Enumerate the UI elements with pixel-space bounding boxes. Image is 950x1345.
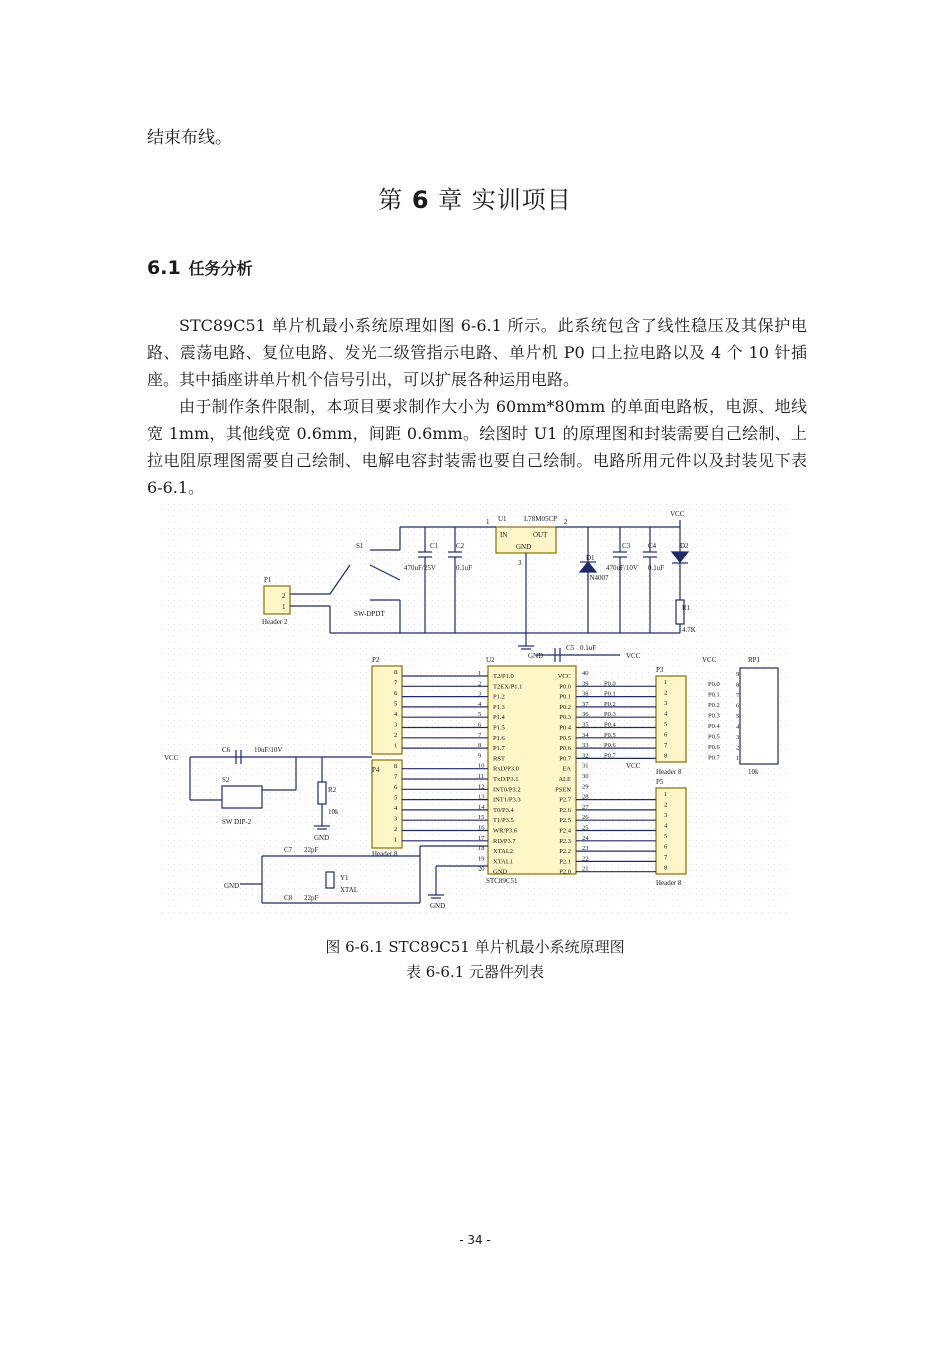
figure-caption: 图 6-6.1 STC89C51 单片机最小系统原理图 bbox=[325, 938, 625, 956]
u2-pin-name: P2.1 bbox=[559, 858, 571, 866]
gnd-reset: GND bbox=[314, 834, 330, 842]
p4-pin-number: 3 bbox=[394, 815, 398, 823]
schematic-diagram bbox=[160, 500, 790, 918]
p5-body bbox=[656, 788, 686, 874]
u2-pin-name: P1.4 bbox=[493, 714, 505, 722]
u2-pin-number: 13 bbox=[478, 793, 485, 801]
vcc-c5: VCC bbox=[626, 652, 641, 660]
u2-pin-number: 22 bbox=[582, 855, 589, 863]
chapter-title bbox=[0, 180, 950, 215]
p3-body bbox=[656, 676, 686, 762]
u2-pin-number: 24 bbox=[582, 834, 589, 842]
u2-pin-name: P1.6 bbox=[493, 734, 505, 742]
u2-pin-name: INT1/P3.3 bbox=[493, 796, 521, 804]
u2-pin-number: 7 bbox=[478, 731, 482, 739]
rp1-pin-number: 7 bbox=[736, 692, 740, 699]
u2-pin-number: 33 bbox=[582, 742, 589, 750]
u2-pin-number: 27 bbox=[582, 803, 589, 811]
section-number: 6.1 bbox=[147, 257, 181, 279]
u2-pin-name: T0/P3.4 bbox=[493, 806, 514, 814]
page-number: - 34 - bbox=[459, 1233, 491, 1247]
u2-pin-number: 8 bbox=[478, 742, 482, 750]
c1-value: 470uF/25V bbox=[404, 564, 436, 572]
p3-pin-number: 4 bbox=[664, 710, 668, 718]
d2-label: D2 bbox=[680, 542, 689, 550]
intro-line: 结束布线。 bbox=[147, 128, 232, 148]
p5-pin-number: 6 bbox=[664, 843, 668, 851]
p2-body bbox=[372, 666, 402, 754]
c7-value: 22pF bbox=[304, 846, 319, 854]
p3-pin-number: 2 bbox=[664, 689, 668, 697]
u2-pin-name: XTAL2 bbox=[493, 848, 514, 856]
p4-value: Header 8 bbox=[372, 850, 398, 858]
s1-label: S1 bbox=[356, 542, 364, 550]
y1-value: XTAL bbox=[340, 886, 359, 894]
p5-pin-number: 2 bbox=[664, 801, 668, 809]
u2-pin-name: P2.4 bbox=[559, 827, 571, 835]
p5-pin-number: 4 bbox=[664, 822, 668, 830]
u2-pin-number: 36 bbox=[582, 711, 589, 719]
p4-pin-number: 7 bbox=[394, 773, 398, 781]
table-caption: 表 6-6.1 元器件列表 bbox=[405, 963, 544, 981]
u1-in: IN bbox=[500, 531, 508, 539]
p0-net-label: P0.2 bbox=[604, 700, 616, 708]
u2-pin-number: 39 bbox=[582, 680, 589, 688]
p4-label: P4 bbox=[372, 766, 380, 774]
p1-pin2: 2 bbox=[282, 592, 286, 600]
u2-pin-number: 30 bbox=[582, 773, 589, 780]
chapter-prefix: 第 bbox=[378, 186, 404, 214]
p5-pin-number: 7 bbox=[664, 854, 668, 861]
r2-label: R2 bbox=[328, 786, 337, 794]
p5-value: Header 8 bbox=[656, 879, 682, 887]
u2-part: STC89C51 bbox=[486, 877, 518, 885]
c8-value: 22pF bbox=[304, 894, 319, 902]
rp1-pin-number: 2 bbox=[736, 744, 740, 752]
p2-pin-number: 4 bbox=[394, 711, 398, 718]
c5-value: 0.1uF bbox=[580, 644, 597, 652]
u2-pin-name: P2.5 bbox=[559, 817, 571, 825]
u2-pin-name: P2.6 bbox=[559, 806, 571, 814]
rp1-pin-number: 4 bbox=[736, 723, 740, 731]
p0-net-label: P0.4 bbox=[604, 721, 616, 729]
p2-pin-number: 5 bbox=[394, 700, 398, 708]
p0-net-label: P0.1 bbox=[604, 690, 616, 698]
u2-pin-number: 14 bbox=[478, 803, 485, 811]
u2-pin-number: 6 bbox=[478, 721, 482, 729]
p0-net-label: P0.6 bbox=[604, 742, 616, 750]
r2-body bbox=[318, 782, 326, 804]
p5-pin-number: 8 bbox=[664, 864, 668, 872]
y1-label: Y1 bbox=[340, 874, 349, 882]
u2-pin-number: 12 bbox=[478, 783, 485, 791]
u2-pin-name: P0.4 bbox=[559, 724, 571, 732]
p0-net-label: P0.3 bbox=[604, 711, 616, 719]
p2-pin-number: 8 bbox=[394, 669, 398, 676]
u2-pin-name: ALE bbox=[558, 776, 571, 783]
u2-pin-number: 5 bbox=[478, 711, 482, 719]
u2-pin-number: 19 bbox=[478, 855, 485, 863]
rp1-value: 10k bbox=[748, 768, 759, 776]
c2-label: C2 bbox=[456, 542, 465, 550]
c3-value: 470uF/10V bbox=[606, 564, 638, 572]
rp1-net-label: P0.3 bbox=[708, 712, 720, 720]
p4-pin-number: 6 bbox=[394, 784, 398, 791]
rp1-pin-number: 6 bbox=[736, 702, 740, 710]
u2-pin-name: WR/P3.6 bbox=[493, 827, 518, 835]
u2-pin-name: RxD/P3.0 bbox=[493, 765, 519, 773]
rp1-net-label: P0.1 bbox=[708, 691, 720, 699]
u2-pin-name: P0.0 bbox=[559, 683, 571, 691]
u2-pin-name: GND bbox=[493, 868, 508, 876]
p3-pin-number: 3 bbox=[664, 700, 668, 707]
u2-pin-name: P1.3 bbox=[493, 703, 505, 711]
rp1-pin-number: 5 bbox=[736, 713, 740, 720]
u2-pin-number: 29 bbox=[582, 783, 589, 791]
gnd-xtal: GND bbox=[224, 882, 240, 890]
vcc-rp1: VCC bbox=[702, 656, 717, 664]
u2-label: U2 bbox=[486, 656, 495, 664]
body-text bbox=[147, 312, 807, 501]
u1-pin2: 2 bbox=[564, 518, 568, 526]
r1-value: 4.7K bbox=[682, 626, 696, 634]
u2-pin-name: VCC bbox=[557, 673, 571, 680]
gnd-u2-pin20: GND bbox=[430, 902, 446, 910]
u2-pin-number: 9 bbox=[478, 752, 482, 760]
u2-pin-number: 40 bbox=[582, 670, 589, 677]
p2-label: P2 bbox=[372, 656, 380, 664]
p2-pin-number: 7 bbox=[394, 679, 398, 687]
d1-value: 1N4007 bbox=[586, 574, 609, 582]
u2-pin-name: INT0/P3.2 bbox=[493, 786, 521, 794]
vcc-ea: VCC bbox=[626, 762, 641, 770]
u2-pin-name: XTAL1 bbox=[493, 858, 514, 866]
p0-net-label: P0.0 bbox=[604, 680, 616, 688]
u2-pin-number: 34 bbox=[582, 731, 589, 739]
p2-pin-number: 2 bbox=[394, 732, 398, 739]
p2-pin-number: 6 bbox=[394, 690, 398, 697]
u1-pin3: 3 bbox=[518, 559, 522, 567]
p5-pin-number: 5 bbox=[664, 833, 668, 840]
s2-label: S2 bbox=[222, 776, 230, 784]
rp1-net-label: P0.2 bbox=[708, 702, 720, 709]
u2-pin-number: 32 bbox=[582, 752, 589, 760]
gnd-u2: GND bbox=[528, 652, 544, 660]
section-heading bbox=[147, 256, 253, 279]
p5-label: P5 bbox=[656, 778, 664, 786]
rp1-net-label: P0.4 bbox=[708, 723, 720, 730]
u2-pin-number: 16 bbox=[478, 824, 485, 832]
p1-body bbox=[264, 586, 290, 614]
u2-pin-name: P1.5 bbox=[493, 724, 505, 732]
u2-pin-name: P0.5 bbox=[559, 734, 571, 742]
u2-pin-name: P0.6 bbox=[559, 745, 571, 753]
p4-pin-number: 5 bbox=[394, 794, 398, 802]
s1-value: SW-DPDT bbox=[354, 610, 385, 618]
u2-pin-number: 2 bbox=[478, 680, 482, 688]
p5-pin-number: 3 bbox=[664, 812, 668, 819]
p4-pin-number: 4 bbox=[394, 805, 398, 812]
u2-pin-name: P0.1 bbox=[559, 693, 571, 701]
u2-pin-name: P1.2 bbox=[493, 693, 505, 701]
p2-pin-number: 1 bbox=[394, 742, 398, 750]
p4-pin-number: 8 bbox=[394, 763, 398, 770]
rp1-pin-number: 9 bbox=[736, 671, 740, 678]
rp1-net-label: P0.5 bbox=[708, 733, 720, 741]
c1-label: C1 bbox=[430, 542, 439, 550]
u2-pin-number: 38 bbox=[582, 690, 589, 698]
u2-pin-name: T1/P3.5 bbox=[493, 817, 514, 825]
u2-pin-name: P1.7 bbox=[493, 745, 505, 753]
p3-pin-number: 5 bbox=[664, 721, 668, 728]
u2-pin-number: 18 bbox=[478, 845, 485, 853]
p1-pin1: 1 bbox=[282, 603, 286, 611]
u2-pin-name: P0.3 bbox=[559, 714, 571, 722]
c7-label: C7 bbox=[284, 846, 293, 854]
paragraph: STC89C51 单片机最小系统原理如图 6-6.1 所示。此系统包含了线性稳压及其保护电路、震荡电路、复位电路、发光二级管指示电路、单片机 P0 口上拉电路以及 4 个 10 针插座。其中插座讲单片机个信号引出，可以扩展各种运用电路。 bbox=[147, 316, 807, 389]
u1-label: U1 bbox=[498, 515, 507, 523]
u2-pin-number: 23 bbox=[582, 845, 589, 853]
c6-label: C6 bbox=[222, 746, 231, 754]
u2-pin-name: P2.7 bbox=[559, 796, 571, 804]
p0-net-label: P0.7 bbox=[604, 752, 616, 760]
u2-pin-name: TxD/P3.1 bbox=[493, 776, 519, 783]
u2-pin-name: P0.2 bbox=[559, 703, 571, 711]
u2-pin-name: PSEN bbox=[555, 786, 571, 794]
rp1-net-label: P0.6 bbox=[708, 744, 720, 751]
p4-pin-number: 2 bbox=[394, 826, 398, 833]
vcc-top: VCC bbox=[670, 510, 685, 518]
p3-pin-number: 7 bbox=[664, 742, 668, 749]
chapter-number: 6 bbox=[411, 186, 430, 214]
r2-value: 10k bbox=[328, 808, 339, 816]
u2-pin-number: 37 bbox=[582, 700, 589, 708]
u2-pin-name: P0.7 bbox=[559, 755, 571, 763]
u2-pin-number: 21 bbox=[582, 865, 589, 873]
u2-pin-name: T2EX/P1.1 bbox=[493, 683, 523, 691]
r1-label: R1 bbox=[682, 604, 691, 612]
u1-part: L78M05CP bbox=[524, 515, 558, 523]
u2-pin-number: 15 bbox=[478, 814, 485, 822]
chapter-suffix: 章 实训项目 bbox=[438, 186, 572, 214]
c2-value: 0.1uF bbox=[456, 564, 473, 572]
u2-pin-name: T2/P1.0 bbox=[493, 673, 514, 680]
p3-value: Header 8 bbox=[656, 768, 682, 776]
u2-pin-number: 10 bbox=[478, 762, 485, 770]
rp1-body bbox=[740, 668, 778, 764]
u2-pin-name: P2.3 bbox=[559, 837, 571, 845]
u2-pin-name: P2.2 bbox=[559, 848, 571, 856]
rp1-label: RP1 bbox=[748, 656, 761, 664]
u2-pin-name: EA bbox=[562, 765, 571, 773]
p3-pin-number: 8 bbox=[664, 752, 668, 760]
p4-pin-number: 1 bbox=[394, 836, 398, 844]
p3-label: P3 bbox=[656, 666, 664, 674]
u2-pin-number: 25 bbox=[582, 824, 589, 832]
u2-pin-number: 1 bbox=[478, 670, 482, 677]
d1-label: D1 bbox=[586, 554, 595, 562]
c6-value: 10uF/10V bbox=[254, 746, 283, 754]
p5-pin-number: 1 bbox=[664, 791, 668, 798]
u1-pin1: 1 bbox=[486, 518, 490, 526]
vcc-reset: VCC bbox=[164, 754, 179, 762]
p0-net-label: P0.5 bbox=[604, 731, 616, 739]
c4-label: C4 bbox=[648, 542, 657, 550]
rp1-pin-number: 3 bbox=[736, 734, 740, 741]
p1-value: Header 2 bbox=[262, 618, 288, 626]
u2-pin-number: 28 bbox=[582, 793, 589, 801]
u2-pin-number: 31 bbox=[582, 762, 589, 770]
p3-pin-number: 6 bbox=[664, 731, 668, 739]
c5-label: C5 bbox=[566, 644, 575, 652]
u2-pin-number: 17 bbox=[478, 834, 485, 842]
u2-pin-name: RD/P3.7 bbox=[493, 837, 516, 845]
u2-pin-number: 35 bbox=[582, 721, 589, 729]
y1-body bbox=[326, 872, 334, 888]
s2-value: SW DIP-2 bbox=[222, 818, 252, 826]
u2-pin-number: 26 bbox=[582, 814, 589, 822]
rp1-net-label: P0.7 bbox=[708, 754, 720, 762]
u2-pin-number: 11 bbox=[478, 773, 485, 780]
p2-pin-number: 3 bbox=[394, 721, 398, 729]
p1-label: P1 bbox=[264, 576, 272, 584]
c3-label: C3 bbox=[622, 542, 631, 550]
rp1-pin-number: 8 bbox=[736, 681, 740, 689]
c4-value: 0.1uF bbox=[648, 564, 665, 572]
c8-label: C8 bbox=[284, 894, 293, 902]
u1-gnd: GND bbox=[516, 543, 532, 551]
u1-out: OUT bbox=[533, 531, 548, 539]
s2-body bbox=[222, 786, 262, 808]
u2-pin-number: 3 bbox=[478, 690, 482, 698]
u2-pin-name: RST bbox=[493, 755, 505, 763]
section-title: 任务分析 bbox=[188, 259, 253, 278]
u2-pin-name: P2.0 bbox=[559, 868, 571, 876]
rp1-pin-number: 1 bbox=[736, 755, 740, 762]
u2-pin-number: 20 bbox=[478, 865, 485, 873]
paragraph: 由于制作条件限制，本项目要求制作大小为 60mm*80mm 的单面电路板，电源、地线宽 1mm，其他线宽 0.6mm，间距 0.6mm。绘图时 U1 的原理图和封装需要自己绘制、上拉电阻原理图需要自己绘制、电解电容封装需也要自己绘制。电路所用元件以及封装见下表 6-6.1。 bbox=[147, 397, 807, 497]
u2-pin-number: 4 bbox=[478, 700, 482, 708]
p3-pin-number: 1 bbox=[664, 679, 668, 686]
rp1-net-label: P0.0 bbox=[708, 681, 720, 688]
